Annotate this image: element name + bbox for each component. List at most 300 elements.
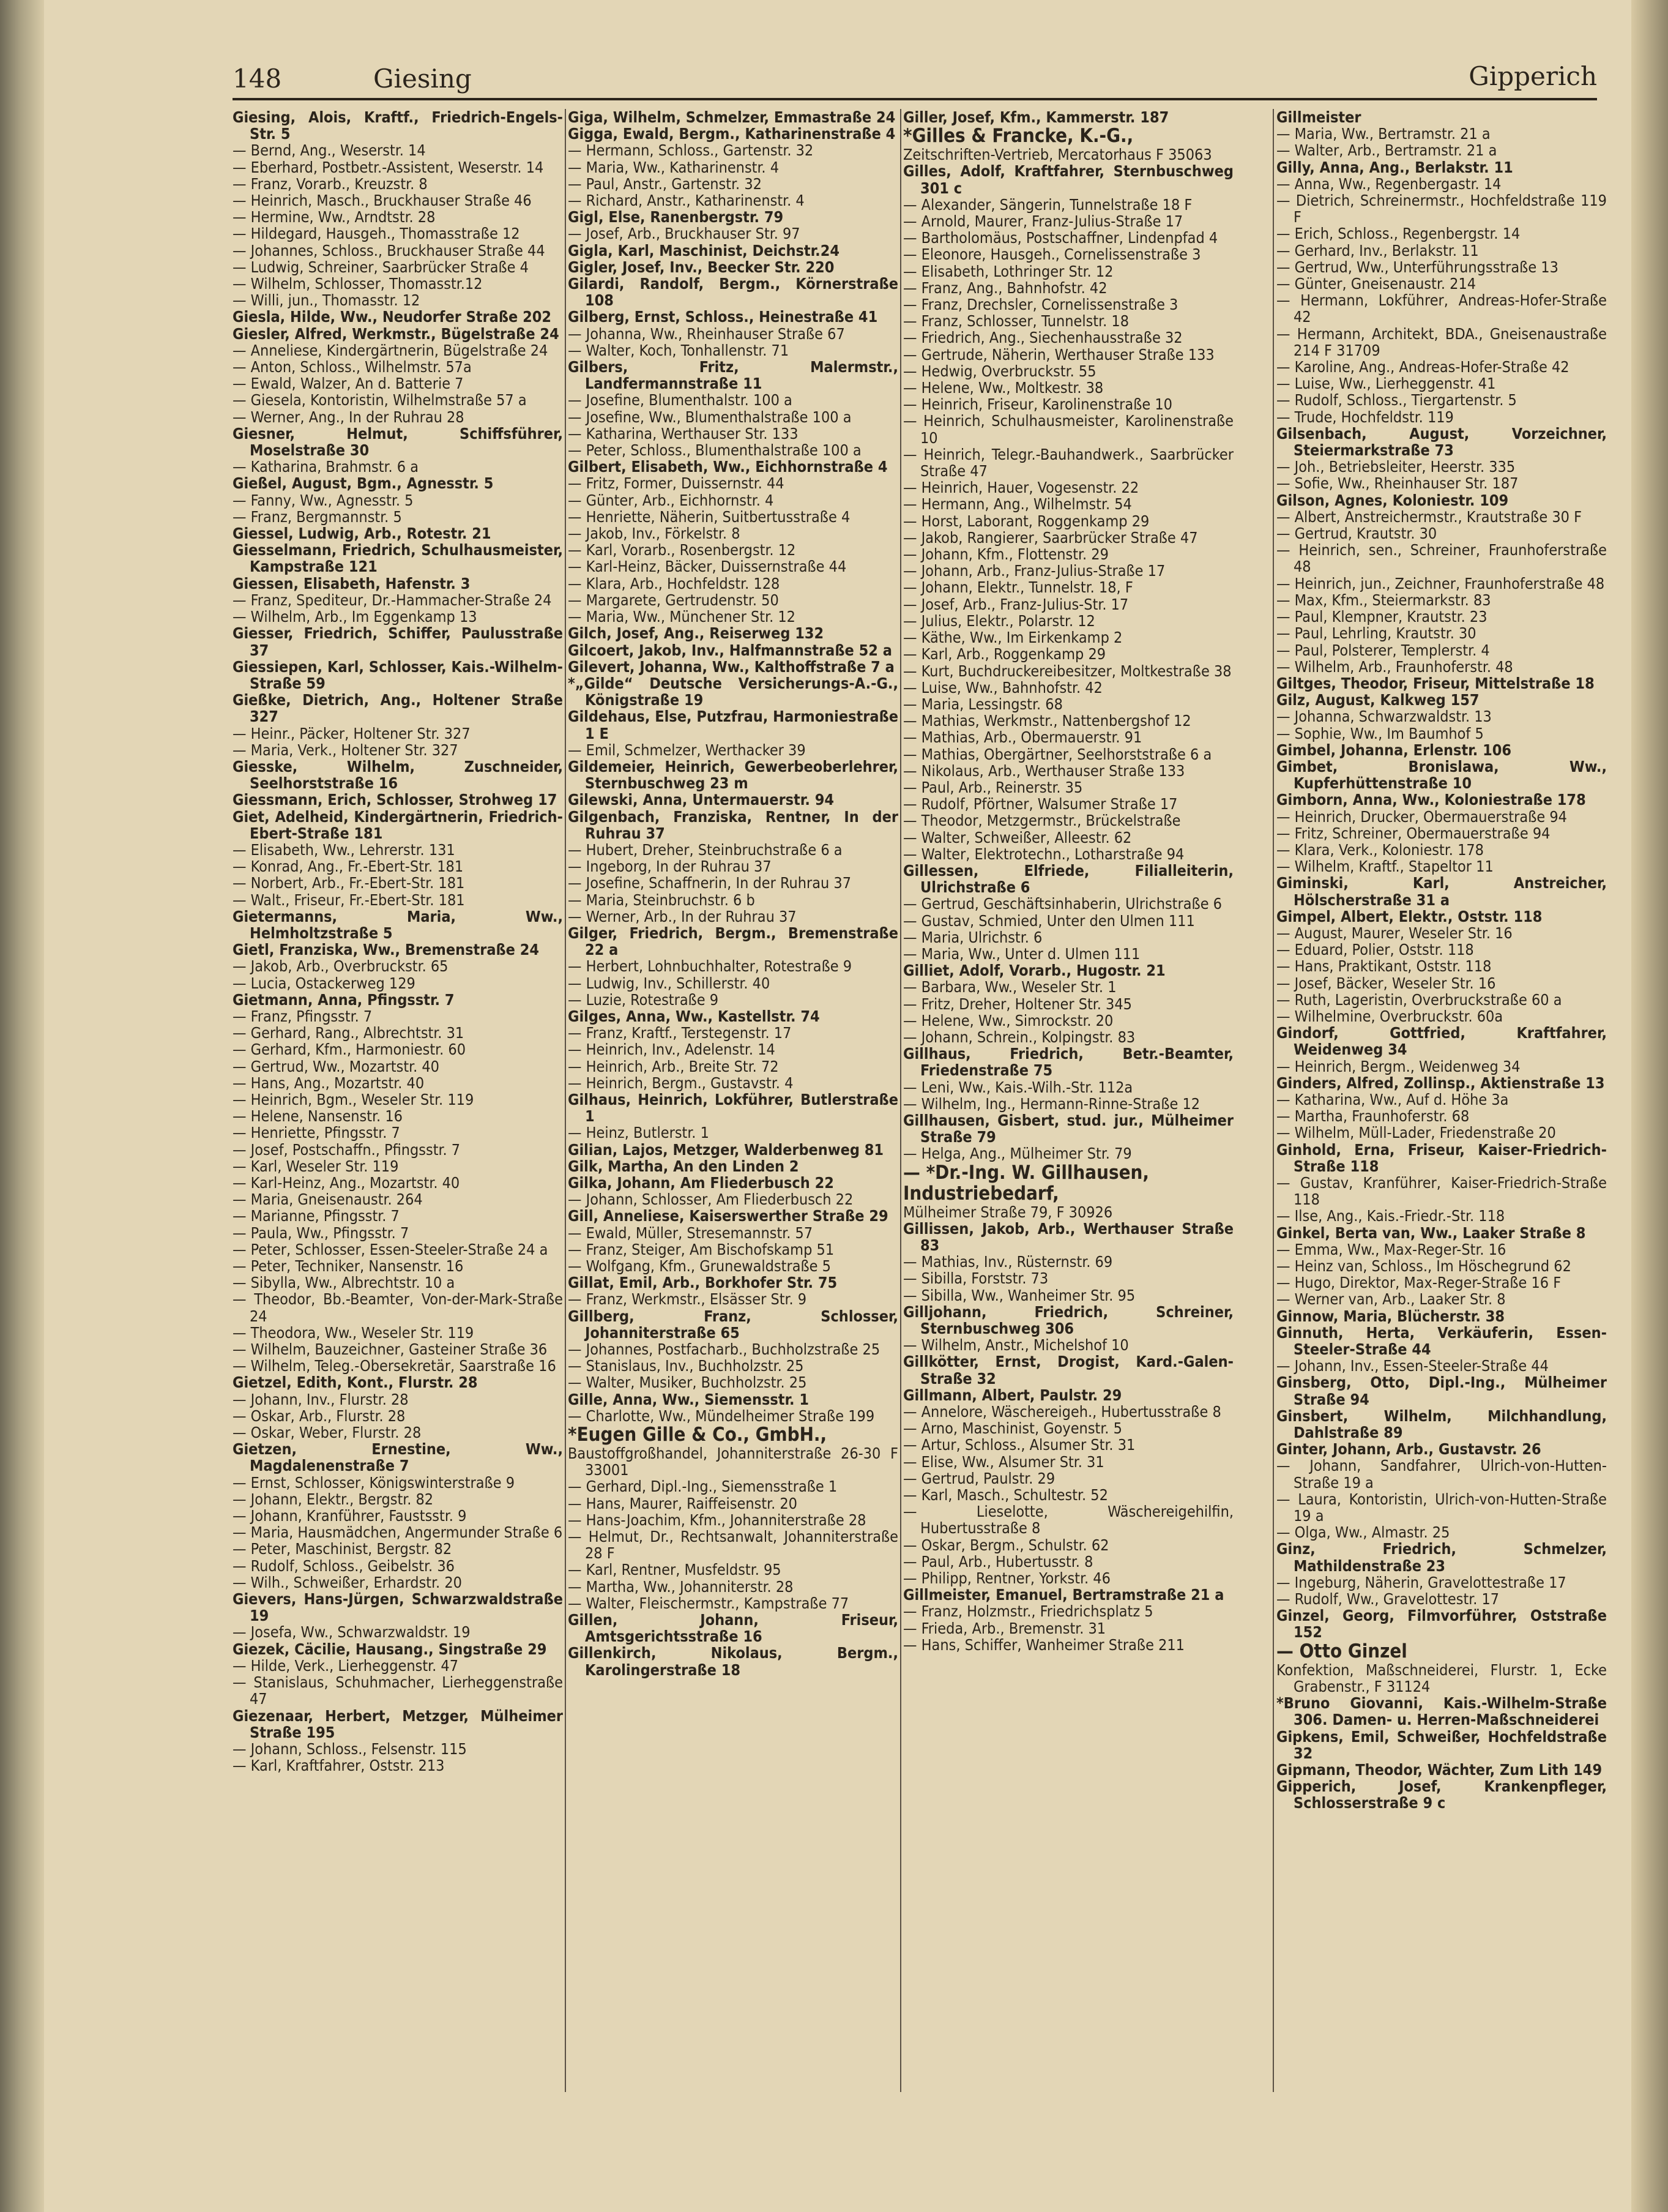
directory-entry: — Gerhard, Dipl.-Ing., Siemensstraße 1 [568, 1478, 838, 1496]
directory-entry: — Gertrud, Krautstr. 30 [1276, 525, 1437, 543]
page-right-edge [1631, 0, 1668, 2212]
directory-entry: Gilsenbach, August, Vorzeichner, Steiermarkstraße 73 [1276, 424, 1607, 460]
directory-entry: — Sophie, Ww., Im Baumhof 5 [1276, 724, 1484, 742]
directory-entry: — Rudolf, Schloss., Geibelstr. 36 [233, 1556, 455, 1575]
directory-entry: Giessiepen, Karl, Schlosser, Kais.-Wilhelm-Straße 59 [233, 657, 563, 692]
directory-entry: — Luise, Ww., Bahnhofstr. 42 [903, 678, 1103, 697]
directory-entry: Gietmann, Anna, Pfingsstr. 7 [233, 990, 455, 1009]
directory-entry: — Heinrich, Inv., Adelenstr. 14 [568, 1041, 775, 1059]
directory-entry: Ginhold, Erna, Friseur, Kaiser-Friedrich-Straße 118 [1276, 1140, 1607, 1175]
directory-entry: Konfektion, Maßschneiderei, Flurstr. 1, Ecke Grabenstr., F 31124 [1276, 1661, 1607, 1695]
directory-entry: Giet, Adelheid, Kindergärtnerin, Friedrich-Ebert-Straße 181 [233, 807, 563, 842]
directory-entry: Baustoffgroßhandel, Johanniterstraße 26-30 F 33001 [568, 1444, 898, 1479]
directory-entry: — Mathias, Arb., Obermauerstr. 91 [903, 728, 1142, 747]
directory-entry: Giltges, Theodor, Friseur, Mittelstraße 18 [1276, 674, 1595, 692]
directory-entry: — Johann, Kfm., Flottenstr. 29 [903, 545, 1109, 564]
column-3 [903, 109, 1234, 2092]
directory-entry: Ginz, Friedrich, Schmelzer, Mathildenstraße 23 [1276, 1540, 1607, 1575]
directory-entry: — Werner, Ang., In der Ruhrau 28 [233, 408, 464, 426]
directory-entry: — Hermine, Ww., Arndtstr. 28 [233, 208, 436, 226]
directory-entry: — Johann, Elektr., Tunnelstr. 18, F [903, 578, 1133, 597]
directory-entry: — Elisabeth, Lothringer Str. 12 [903, 262, 1114, 280]
directory-entry: Giessen, Elisabeth, Hafenstr. 3 [233, 574, 471, 592]
directory-entry: — Friedrich, Ang., Siechenhausstraße 32 [903, 329, 1183, 347]
directory-entry: — Johann, Schlosser, Am Fliederbusch 22 [568, 1190, 854, 1209]
directory-entry: — Franz, Vorarb., Kreuzstr. 8 [233, 174, 428, 193]
directory-entry: — Annelore, Wäschereigeh., Hubertusstraße 8 [903, 1403, 1221, 1421]
directory-entry: Gilles, Adolf, Kraftfahrer, Sternbuschweg 301 c [903, 162, 1234, 197]
directory-entry: — Katharina, Brahmstr. 6 a [233, 458, 419, 476]
directory-entry: — Maria, Hausmädchen, Angermunder Straße 6 [233, 1523, 563, 1542]
directory-entry: Gildemeier, Heinrich, Gewerbeoberlehrer, Sternbuschweg 23 m [568, 757, 898, 793]
directory-entry: — Gertrud, Geschäftsinhaberin, Ulrichstraße 6 [903, 895, 1222, 913]
directory-entry: Gillessen, Elfriede, Filialleiterin, Ulrichstraße 6 [903, 861, 1234, 897]
directory-entry: — Ingeburg, Näherin, Gravelottestraße 17 [1276, 1573, 1566, 1591]
directory-entry: Zeitschriften-Vertrieb, Mercatorhaus F 35063 [903, 146, 1212, 164]
directory-entry: — Julius, Elektr., Polarstr. 12 [903, 611, 1095, 630]
directory-entry: — Hans, Praktikant, Oststr. 118 [1276, 957, 1492, 976]
directory-entry: — Johann, Kranführer, Faustsstr. 9 [233, 1507, 467, 1525]
directory-entry: Gimpel, Albert, Elektr., Oststr. 118 [1276, 907, 1543, 925]
directory-entry: — Gertrude, Näherin, Werthauser Straße 133 [903, 345, 1215, 364]
directory-entry: Gillhausen, Gisbert, stud. jur., Mülheimer Straße 79 [903, 1111, 1234, 1146]
directory-entry: — Paul, Arb., Hubertusstr. 8 [903, 1552, 1093, 1571]
directory-entry: — Franz, Steiger, Am Bischofskamp 51 [568, 1240, 835, 1258]
directory-entry: — Josef, Bäcker, Weseler Str. 16 [1276, 974, 1496, 992]
directory-entry: — Elisabeth, Ww., Lehrerstr. 131 [233, 840, 455, 859]
directory-entry: — Mathias, Obergärtner, Seelhorststraße 6 a [903, 745, 1212, 763]
directory-entry: Ginnuth, Herta, Verkäuferin, Essen-Steeler-Straße 44 [1276, 1323, 1607, 1359]
directory-entry: — Karl, Kraftfahrer, Oststr. 213 [233, 1757, 445, 1775]
directory-entry: Gietzen, Ernestine, Ww., Magdalenenstraße 7 [233, 1440, 563, 1475]
directory-entry: Gimbel, Johanna, Erlenstr. 106 [1276, 741, 1512, 759]
directory-entry: — Leni, Ww., Kais.-Wilh.-Str. 112a [903, 1078, 1133, 1096]
directory-entry: — Laura, Kontoristin, Ulrich-von-Hutten-Straße 19 a [1276, 1490, 1607, 1525]
directory-entry: — Heinrich, Bgm., Weseler Str. 119 [233, 1090, 474, 1108]
directory-entry: Gilhaus, Heinrich, Lokführer, Butlerstraße 1 [568, 1090, 898, 1126]
directory-entry: — Hans-Joachim, Kfm., Johanniterstraße 28 [568, 1511, 866, 1529]
directory-entry: — Karl, Arb., Roggenkamp 29 [903, 645, 1106, 663]
directory-entry: — Karl, Rentner, Musfeldstr. 95 [568, 1561, 781, 1579]
directory-entry: Giesner, Helmut, Schiffsführer, Moselstraße 30 [233, 424, 563, 460]
directory-entry: — Walter, Musiker, Buchholzstr. 25 [568, 1373, 807, 1392]
directory-entry: Gigler, Josef, Inv., Beecker Str. 220 [568, 258, 835, 276]
directory-entry: — Peter, Schlosser, Essen-Steeler-Straße 24 a [233, 1240, 548, 1258]
directory-entry: — Franz, Schlosser, Tunnelstr. 18 [903, 312, 1130, 331]
directory-entry: Mülheimer Straße 79, F 30926 [903, 1203, 1113, 1221]
directory-entry: — Lucia, Ostackerweg 129 [233, 974, 415, 992]
directory-entry: — Sofie, Ww., Rheinhauser Str. 187 [1276, 474, 1519, 493]
directory-entry: Gillenkirch, Nikolaus, Bergm., Karolingerstraße 18 [568, 1644, 898, 1679]
directory-entry: — Hans, Schiffer, Wanheimer Straße 211 [903, 1635, 1185, 1654]
directory-entry: Gillmeister, Emanuel, Bertramstraße 21 a [903, 1586, 1224, 1604]
directory-entry: — Henriette, Pfingsstr. 7 [233, 1124, 400, 1142]
directory-entry: — Trude, Hochfeldstr. 119 [1276, 408, 1454, 426]
directory-entry: — Hermann, Architekt, BDA., Gneisenaustraße 214 F 31709 [1276, 324, 1607, 359]
directory-entry: — Helmut, Dr., Rechtsanwalt, Johanniterstraße 28 F [568, 1528, 898, 1563]
directory-entry: — Wilhelm, Arb., Im Eggenkamp 13 [233, 608, 477, 626]
directory-entry: — Wilhelmine, Overbruckstr. 60a [1276, 1007, 1503, 1025]
directory-entry: — Paul, Lehrling, Krautstr. 30 [1276, 624, 1476, 643]
directory-entry: — Ludwig, Inv., Schillerstr. 40 [568, 974, 770, 992]
directory-entry: Gietl, Franziska, Ww., Bremenstraße 24 [233, 941, 540, 959]
directory-entry: — Franz, Pfingsstr. 7 [233, 1007, 373, 1025]
directory-entry: — Sibylla, Ww., Albrechtstr. 10 a [233, 1274, 455, 1292]
column-divider [900, 109, 901, 2092]
directory-entry: Gillissen, Jakob, Arb., Werthauser Straße 83 [903, 1219, 1234, 1254]
directory-entry: — Frieda, Arb., Bremenstr. 31 [903, 1619, 1106, 1637]
directory-entry: — Karl, Vorarb., Rosenbergstr. 12 [568, 541, 796, 559]
directory-entry: — Stanislaus, Schuhmacher, Lierheggenstraße 47 [233, 1673, 563, 1708]
directory-entry: — Wolfgang, Kfm., Grunewaldstraße 5 [568, 1257, 831, 1276]
book-gutter [0, 0, 44, 2212]
directory-entry: Gillberg, Franz, Schlosser, Johanniterstraße 65 [568, 1307, 898, 1342]
directory-entry: — Eberhard, Postbetr.-Assistent, Weserstr. 14 [233, 158, 544, 176]
directory-entry: — Kurt, Buchdruckereibesitzer, Moltkestraße 38 [903, 662, 1232, 680]
directory-entry: — Helene, Ww., Simrockstr. 20 [903, 1011, 1114, 1029]
directory-entry: Ginsberg, Otto, Dipl.-Ing., Mülheimer Straße 94 [1276, 1373, 1607, 1408]
directory-entry: — Paul, Arb., Reinerstr. 35 [903, 778, 1083, 796]
directory-entry: — Philipp, Rentner, Yorkstr. 46 [903, 1569, 1111, 1588]
directory-entry: Gilger, Friedrich, Bergm., Bremenstraße 22 a [568, 924, 898, 959]
directory-entry: — Josef, Arb., Franz-Julius-Str. 17 [903, 595, 1129, 613]
directory-entry: — Wilhelm, Ing., Hermann-Rinne-Straße 12 [903, 1094, 1201, 1113]
directory-entry: Gilbert, Elisabeth, Ww., Eichhornstraße 4 [568, 458, 888, 476]
directory-entry: — Maria, Ulrichstr. 6 [903, 928, 1043, 946]
directory-entry: Ginter, Johann, Arb., Gustavstr. 26 [1276, 1440, 1541, 1459]
directory-entry: — Günter, Arb., Eichhornstr. 4 [568, 491, 774, 509]
directory-entry: — Heinrich, Bergm., Weidenweg 34 [1276, 1057, 1521, 1075]
directory-entry: Giesing, Alois, Kraftf., Friedrich-Engels-Str. 5 [233, 109, 563, 143]
directory-entry: — Mathias, Werkmstr., Nattenbergshof 12 [903, 712, 1191, 730]
directory-entry: Giga, Wilhelm, Schmelzer, Emmastraße 24 [568, 109, 896, 126]
directory-entry: — Artur, Schloss., Alsumer Str. 31 [903, 1436, 1136, 1454]
directory-entry: — Johanna, Schwarzwaldstr. 13 [1276, 708, 1492, 726]
directory-entry: Gillen, Johann, Friseur, Amtsgerichtsstraße 16 [568, 1611, 898, 1646]
directory-entry: — Hans, Ang., Mozartstr. 40 [233, 1074, 425, 1092]
directory-entry: Gindorf, Gottfried, Kraftfahrer, Weidenweg 34 [1276, 1024, 1607, 1059]
directory-entry: — Karl-Heinz, Bäcker, Duissernstraße 44 [568, 558, 847, 576]
directory-entry: Gillat, Emil, Arb., Borkhofer Str. 75 [568, 1274, 838, 1292]
directory-entry: — Johann, Schloss., Felsenstr. 115 [233, 1739, 467, 1758]
directory-entry: — Oskar, Weber, Flurstr. 28 [233, 1424, 422, 1442]
directory-entry: — Johannes, Postfacharb., Buchholzstraße 25 [568, 1340, 881, 1359]
directory-entry: Giesske, Wilhelm, Zuschneider, Seelhorststraße 16 [233, 757, 563, 793]
directory-entry: — Karl, Masch., Schultestr. 52 [903, 1486, 1108, 1504]
directory-entry: — Herbert, Lohnbuchhalter, Rotestraße 9 [568, 957, 852, 976]
directory-entry: Gießke, Dietrich, Ang., Holtener Straße 327 [233, 691, 563, 726]
directory-entry: — Walter, Elektrotechn., Lotharstraße 94 [903, 845, 1185, 863]
directory-entry: — Gerhard, Rang., Albrechtstr. 31 [233, 1024, 464, 1042]
directory-entry: — Fritz, Former, Duissernstr. 44 [568, 474, 784, 493]
directory-entry: — Sibilla, Forststr. 73 [903, 1269, 1049, 1288]
directory-entry: — Heinz, Butlerstr. 1 [568, 1124, 709, 1142]
directory-entry: — Albert, Anstreichermstr., Krautstraße 30 F [1276, 507, 1582, 526]
directory-entry: — Nikolaus, Arb., Werthauser Straße 133 [903, 761, 1185, 780]
directory-entry: Giesselmann, Friedrich, Schulhausmeister, Kampstraße 121 [233, 541, 563, 576]
directory-entry: — Hermann, Lokführer, Andreas-Hofer-Straße 42 [1276, 291, 1607, 326]
directory-entry: Gilian, Lajos, Metzger, Walderbenweg 81 [568, 1140, 884, 1159]
directory-entry: — Gertrud, Ww., Mozartstr. 40 [233, 1057, 439, 1075]
directory-entry: — Willi, jun., Thomasstr. 12 [233, 291, 420, 310]
column-2 [568, 109, 898, 2092]
directory-entry: Gillkötter, Ernst, Drogist, Kard.-Galen-Straße 32 [903, 1353, 1234, 1388]
directory-entry: Gietzel, Edith, Kont., Flurstr. 28 [233, 1373, 478, 1392]
directory-entry: — Wilh., Schweißer, Erhardstr. 20 [233, 1573, 462, 1591]
directory-entry: — Heinrich, sen., Schreiner, Fraunhoferstraße 48 [1276, 541, 1607, 576]
directory-entry: — Günter, Gneisenaustr. 214 [1276, 275, 1476, 293]
directory-entry: — Heinrich, Drucker, Obermauerstraße 94 [1276, 807, 1567, 826]
directory-entry: — Marianne, Pfingsstr. 7 [233, 1207, 400, 1225]
directory-entry: — Josefine, Ww., Blumenthalstraße 100 a [568, 408, 852, 426]
directory-entry: Gimbet, Bronislawa, Ww., Kupferhüttenstraße 10 [1276, 757, 1607, 793]
directory-entry: — Maria, Ww., Münchener Str. 12 [568, 608, 795, 626]
directory-entry: — Maria, Gneisenaustr. 264 [233, 1190, 423, 1209]
directory-entry: — Hermann, Ang., Wilhelmstr. 54 [903, 495, 1132, 514]
directory-entry: — Paul, Klempner, Krautstr. 23 [1276, 608, 1487, 626]
directory-entry: — Josefa, Ww., Schwarzwaldstr. 19 [233, 1623, 471, 1642]
directory-entry: — Heinrich, Friseur, Karolinenstraße 10 [903, 395, 1172, 414]
directory-entry: — Wilhelm, Müll-Lader, Friedenstraße 20 [1276, 1124, 1556, 1142]
directory-entry: Gille, Anna, Ww., Siemensstr. 1 [568, 1390, 810, 1408]
directory-entry: — Fritz, Schreiner, Obermauerstraße 94 [1276, 824, 1551, 842]
directory-entry: — Heinrich, Telegr.-Bauhandwerk., Saarbrücker Straße 47 [903, 445, 1234, 480]
directory-entry: Gillmann, Albert, Paulstr. 29 [903, 1386, 1122, 1404]
directory-entry: — Hilde, Verk., Lierheggenstr. 47 [233, 1656, 458, 1675]
directory-entry: Gilberg, Ernst, Schloss., Heinestraße 41 [568, 308, 878, 326]
entry-columns [233, 109, 1607, 2092]
directory-entry: — Paula, Ww., Pfingsstr. 7 [233, 1224, 409, 1242]
directory-entry: — Eduard, Polier, Oststr. 118 [1276, 941, 1474, 959]
directory-entry: Gipkens, Emil, Schweißer, Hochfeldstraße 32 [1276, 1727, 1607, 1762]
directory-entry: — Werner van, Arb., Laaker Str. 8 [1276, 1290, 1506, 1309]
directory-entry: — Klara, Arb., Hochfeldstr. 128 [568, 574, 780, 592]
directory-entry: — Walter, Koch, Tonhallenstr. 71 [568, 341, 789, 359]
directory-entry: — Karl, Weseler Str. 119 [233, 1157, 399, 1175]
directory-entry: — Heinrich, Hauer, Vogesenstr. 22 [903, 479, 1139, 497]
directory-entry: — Karoline, Ang., Andreas-Hofer-Straße 42 [1276, 358, 1569, 376]
directory-entry: — Gerhard, Inv., Berlakstr. 11 [1276, 241, 1479, 260]
directory-entry: Giessmann, Erich, Schlosser, Strohweg 17 [233, 791, 557, 809]
directory-entry: — Martha, Fraunhoferstr. 68 [1276, 1107, 1470, 1126]
directory-entry: — Theodor, Bb.-Beamter, Von-der-Mark-Straße 24 [233, 1290, 563, 1325]
directory-entry: — Fanny, Ww., Agnesstr. 5 [233, 491, 414, 509]
directory-entry: — Johann, Schrein., Kolpingstr. 83 [903, 1028, 1136, 1046]
directory-entry: — Käthe, Ww., Im Eirkenkamp 2 [903, 629, 1123, 647]
directory-entry: — Elise, Ww., Alsumer Str. 31 [903, 1452, 1104, 1471]
directory-entry: — Konrad, Ang., Fr.-Ebert-Str. 181 [233, 858, 464, 876]
directory-entry: *Bruno Giovanni, Kais.-Wilhelm-Straße 306. Damen- u. Herren-Maßschneiderei [1276, 1694, 1607, 1729]
directory-entry: Gillhaus, Friedrich, Betr.-Beamter, Friedenstraße 75 [903, 1045, 1234, 1080]
directory-entry: — Sibilla, Ww., Wanheimer Str. 95 [903, 1286, 1136, 1304]
directory-entry: Gilgenbach, Franziska, Rentner, In der Ruhrau 37 [568, 807, 898, 842]
directory-entry: — Fritz, Dreher, Holtener Str. 345 [903, 995, 1132, 1013]
header-rule [233, 98, 1597, 100]
directory-entry: — Katharina, Werthauser Str. 133 [568, 424, 799, 443]
directory-entry: — Rudolf, Pförtner, Walsumer Straße 17 [903, 795, 1178, 813]
directory-entry: Gipperich, Josef, Krankenpfleger, Schlosserstraße 9 c [1276, 1777, 1607, 1812]
advertisement-entry: Industriebedarf, [903, 1182, 1059, 1205]
directory-entry: Gill, Anneliese, Kaiserswerther Straße 29 [568, 1207, 888, 1225]
directory-entry: — Paul, Polsterer, Templerstr. 4 [1276, 641, 1490, 659]
directory-entry: — Anna, Ww., Regenbergastr. 14 [1276, 174, 1502, 193]
directory-entry: — Josefine, Schaffnerin, In der Ruhrau 37 [568, 874, 852, 892]
directory-entry: — Eleonore, Hausgeh., Cornelissenstraße 3 [903, 245, 1201, 264]
directory-entry: — Anton, Schloss., Wilhelmstr. 57a [233, 358, 472, 376]
directory-entry: Gilly, Anna, Ang., Berlakstr. 11 [1276, 158, 1513, 176]
directory-entry: — Anneliese, Kindergärtnerin, Bügelstraße 24 [233, 341, 548, 359]
directory-entry: — Johannes, Schloss., Bruckhauser Straße 44 [233, 241, 545, 260]
directory-entry: — Rudolf, Schloss., Tiergartenstr. 5 [1276, 391, 1517, 409]
directory-entry: Gilcoert, Jakob, Inv., Halfmannstraße 52 a [568, 641, 892, 659]
directory-entry: — Luzie, Rotestraße 9 [568, 990, 719, 1009]
directory-entry: Ginkel, Berta van, Ww., Laaker Straße 8 [1276, 1224, 1586, 1242]
advertisement-entry: — Otto Ginzel [1276, 1640, 1407, 1662]
directory-entry: — Peter, Schloss., Blumenthalstraße 100 a [568, 441, 862, 460]
directory-entry: — Charlotte, Ww., Mündelheimer Straße 199 [568, 1407, 875, 1425]
directory-entry: Giessel, Ludwig, Arb., Rotestr. 21 [233, 525, 491, 543]
directory-entry: Gilka, Johann, Am Fliederbusch 22 [568, 1174, 834, 1192]
directory-entry: — Bernd, Ang., Weserstr. 14 [233, 141, 426, 160]
directory-entry: — Walter, Fleischermstr., Kampstraße 77 [568, 1594, 849, 1612]
directory-entry: — Werner, Arb., In der Ruhrau 37 [568, 907, 797, 925]
directory-entry: — Alexander, Sängerin, Tunnelstraße 18 F [903, 195, 1193, 214]
directory-entry: — Arno, Maschinist, Goyenstr. 5 [903, 1419, 1122, 1438]
directory-entry: Ginders, Alfred, Zollinsp., Aktienstraße 13 [1276, 1074, 1605, 1092]
directory-entry: — Gustav, Schmied, Unter den Ulmen 111 [903, 911, 1195, 930]
directory-entry: — Franz, Kraftf., Terstegenstr. 17 [568, 1024, 792, 1042]
header-right-title: Gipperich [1469, 61, 1597, 91]
directory-entry: Gilch, Josef, Ang., Reiserweg 132 [568, 624, 824, 643]
directory-entry: — Peter, Techniker, Nansenstr. 16 [233, 1257, 464, 1276]
directory-entry: Giezek, Cäcilie, Hausang., Singstraße 29 [233, 1640, 547, 1658]
directory-entry: Ginsbert, Wilhelm, Milchhandlung, Dahlstraße 89 [1276, 1407, 1607, 1442]
directory-entry: — Katharina, Ww., Auf d. Höhe 3a [1276, 1090, 1509, 1108]
directory-entry: — Jakob, Arb., Overbruckstr. 65 [233, 957, 449, 976]
directory-entry: Gilk, Martha, An den Linden 2 [568, 1157, 799, 1175]
directory-entry: — Walter, Schweißer, Alleestr. 62 [903, 828, 1132, 846]
directory-entry: — Ilse, Ang., Kais.-Friedr.-Str. 118 [1276, 1207, 1505, 1225]
advertisement-entry: *Eugen Gille & Co., GmbH., [568, 1424, 827, 1446]
directory-entry: — Ernst, Schlosser, Königswinterstraße 9 [233, 1473, 515, 1492]
column-1 [233, 109, 563, 2092]
column-divider [565, 109, 566, 2092]
directory-entry: — Oskar, Arb., Flurstr. 28 [233, 1407, 406, 1425]
directory-entry: — Heinrich, Bergm., Gustavstr. 4 [568, 1074, 794, 1092]
directory-entry: — Hedwig, Overbruckstr. 55 [903, 362, 1096, 380]
directory-entry: — Dietrich, Schreinermstr., Hochfeldstraße 119 F [1276, 192, 1607, 226]
directory-entry: — Wilhelm, Anstr., Michelshof 10 [903, 1336, 1129, 1354]
directory-entry: — Maria, Steinbruchstr. 6 b [568, 891, 755, 909]
directory-entry: — Franz, Holzmstr., Friedrichsplatz 5 [903, 1602, 1153, 1621]
directory-entry: — Theodor, Metzgermstr., Brückelstraße [903, 812, 1181, 830]
directory-entry: Gilardi, Randolf, Bergm., Körnerstraße 108 [568, 275, 898, 310]
directory-entry: — Henriette, Näherin, Suitbertusstraße 4 [568, 507, 851, 526]
directory-entry: Gigl, Else, Ranenbergstr. 79 [568, 208, 784, 226]
directory-entry: — Wilhelm, Schlosser, Thomasstr.12 [233, 275, 483, 293]
directory-entry: — Helene, Ww., Moltkestr. 38 [903, 379, 1104, 397]
directory-entry: — Heinrich, Arb., Breite Str. 72 [568, 1057, 779, 1075]
directory-entry: Giesla, Hilde, Ww., Neudorfer Straße 202 [233, 308, 552, 326]
directory-entry: — Erich, Schloss., Regenbergstr. 14 [1276, 225, 1521, 243]
column-divider [1273, 109, 1274, 2092]
directory-entry: — Maria, Ww., Katharinenstr. 4 [568, 158, 780, 176]
directory-entry: — Ewald, Walzer, An d. Batterie 7 [233, 375, 464, 393]
directory-entry: — Mathias, Inv., Rüsternstr. 69 [903, 1253, 1113, 1271]
directory-entry: Giminski, Karl, Anstreicher, Hölscherstraße 31 a [1276, 874, 1607, 909]
directory-entry: — Norbert, Arb., Fr.-Ebert-Str. 181 [233, 874, 465, 892]
directory-entry: — Theodora, Ww., Weseler Str. 119 [233, 1323, 474, 1342]
directory-entry: — Maria, Ww., Unter d. Ulmen 111 [903, 944, 1141, 963]
directory-entry: — Josefine, Blumenthalstr. 100 a [568, 391, 792, 409]
directory-entry: — Paul, Anstr., Gartenstr. 32 [568, 174, 762, 193]
directory-entry: — Gertrud, Paulstr. 29 [903, 1469, 1056, 1487]
directory-entry: — Johann, Inv., Flurstr. 28 [233, 1390, 409, 1408]
directory-entry: Gilbers, Fritz, Malermstr., Landfermannstraße 11 [568, 358, 898, 393]
directory-entry: — Johann, Sandfahrer, Ulrich-von-Hutten-Straße 19 a [1276, 1457, 1607, 1492]
directory-entry: — Johann, Inv., Essen-Steeler-Straße 44 [1276, 1357, 1549, 1375]
directory-entry: — Hermann, Schloss., Gartenstr. 32 [568, 141, 814, 160]
directory-entry: — Heinrich, jun., Zeichner, Fraunhoferstraße 48 [1276, 574, 1605, 592]
directory-entry: — August, Maurer, Weseler Str. 16 [1276, 924, 1513, 942]
directory-entry: Gießel, August, Bgm., Agnesstr. 5 [233, 474, 494, 493]
directory-entry: — Rudolf, Ww., Gravelottestr. 17 [1276, 1590, 1500, 1609]
directory-entry: — Wilhelm, Teleg.-Obersekretär, Saarstraße 16 [233, 1357, 556, 1375]
directory-entry: Gilz, August, Kalkweg 157 [1276, 691, 1480, 709]
directory-entry: — Heinrich, Schulhausmeister, Karolinenstraße 10 [903, 412, 1234, 447]
directory-entry: Gigga, Ewald, Bergm., Katharinenstraße 4 [568, 125, 896, 143]
directory-entry: — Bartholomäus, Postschaffner, Lindenpfad 4 [903, 229, 1218, 247]
directory-entry: Gilewski, Anna, Untermauerstr. 94 [568, 791, 835, 809]
directory-entry: — Hubert, Dreher, Steinbruchstraße 6 a [568, 840, 843, 859]
directory-entry: — Heinr., Päcker, Holtener Str. 327 [233, 724, 471, 742]
directory-entry: — Gertrud, Ww., Unterführungsstraße 13 [1276, 258, 1558, 276]
directory-entry: — Horst, Laborant, Roggenkamp 29 [903, 512, 1150, 530]
directory-entry: — Ruth, Lageristin, Overbruckstraße 60 a [1276, 990, 1562, 1009]
directory-entry: — Franz, Bergmannstr. 5 [233, 507, 402, 526]
directory-entry: — Walter, Arb., Bertramstr. 21 a [1276, 141, 1497, 160]
directory-entry: Gilliet, Adolf, Vorarb., Hugostr. 21 [903, 962, 1166, 980]
directory-entry: — Emma, Ww., Max-Reger-Str. 16 [1276, 1240, 1506, 1258]
directory-entry: *„Gilde“ Deutsche Versicherungs-A.-G., Königstraße 19 [568, 674, 898, 709]
directory-entry: — Barbara, Ww., Weseler Str. 1 [903, 978, 1117, 996]
directory-entry: — Olga, Ww., Almastr. 25 [1276, 1523, 1450, 1542]
directory-entry: — Gerhard, Kfm., Harmoniestr. 60 [233, 1041, 466, 1059]
directory-entry: Gigla, Karl, Maschinist, Deichstr.24 [568, 241, 840, 260]
directory-entry: — Franz, Drechsler, Cornelissenstraße 3 [903, 296, 1178, 314]
directory-entry: — Max, Kfm., Steiermarkstr. 83 [1276, 591, 1491, 609]
directory-entry: — Emil, Schmelzer, Werthacker 39 [568, 741, 806, 759]
directory-entry: — Martha, Ww., Johanniterstr. 28 [568, 1577, 794, 1596]
directory-entry: Gilevert, Johanna, Ww., Kalthoffstraße 7 a [568, 657, 895, 676]
directory-entry: — Franz, Ang., Bahnhofstr. 42 [903, 278, 1108, 297]
directory-entry: Gievers, Hans-Jürgen, Schwarzwaldstraße 19 [233, 1590, 563, 1625]
directory-entry: — Ingeborg, In der Ruhrau 37 [568, 858, 772, 876]
directory-entry: — Oskar, Bergm., Schulstr. 62 [903, 1536, 1109, 1554]
directory-entry: — Jakob, Rangierer, Saarbrücker Straße 47 [903, 528, 1198, 547]
directory-entry: Gildehaus, Else, Putzfrau, Harmoniestraße 1 E [568, 708, 898, 742]
directory-entry: — Ewald, Müller, Stresemannstr. 57 [568, 1224, 813, 1242]
directory-entry: — Johann, Arb., Franz-Julius-Straße 17 [903, 562, 1166, 580]
directory-entry: Gietermanns, Maria, Ww., Helmholtzstraße 5 [233, 907, 563, 942]
directory-entry: — Walt., Friseur, Fr.-Ebert-Str. 181 [233, 891, 465, 909]
directory-entry: Gimborn, Anna, Ww., Koloniestraße 178 [1276, 791, 1586, 809]
directory-entry: — Luise, Ww., Lierheggenstr. 41 [1276, 375, 1496, 393]
directory-entry: — Maria, Lessingstr. 68 [903, 695, 1063, 713]
directory-entry: — Ludwig, Schreiner, Saarbrücker Straße 4 [233, 258, 529, 276]
directory-entry: Ginzel, Georg, Filmvorführer, Oststraße 152 [1276, 1607, 1607, 1642]
directory-entry: — Josef, Arb., Bruckhauser Str. 97 [568, 225, 800, 243]
